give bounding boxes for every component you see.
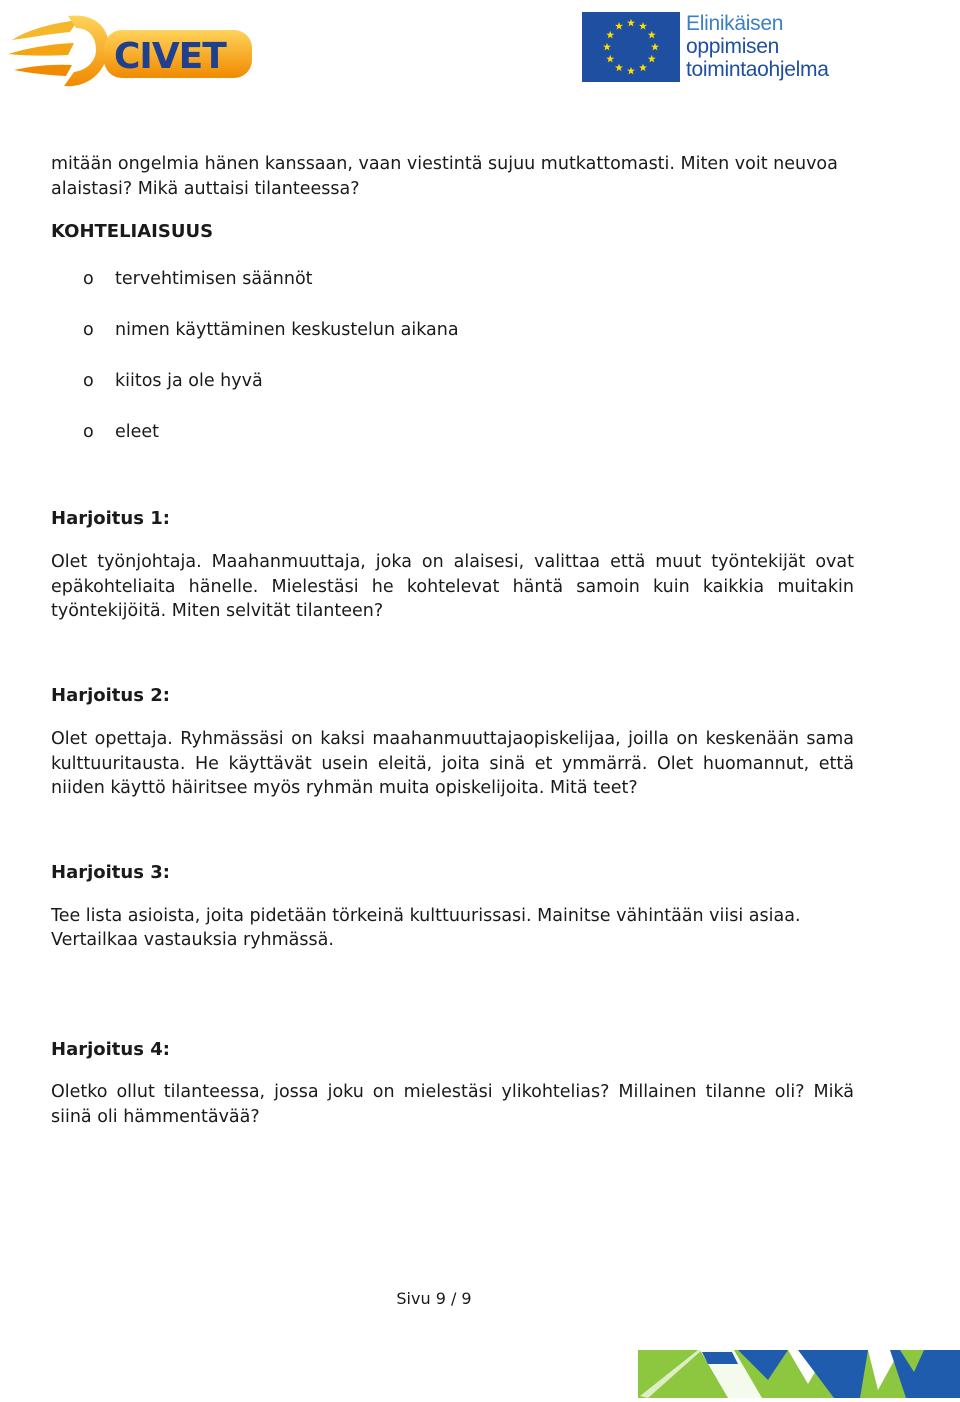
exercise-1-text: Olet työnjohtaja. Maahanmuuttaja, joka on alaisesi, valittaa että muut työntekijät ovat epäkohteliaita hänelle. Mielestäsi he kohtelevat häntä samoin kuin kaikkia muitakin työntekijöitä. Miten selvität tilanteen? [51,552,854,622]
bullet-item: eleet [115,422,160,442]
eu-program-line-2: oppimisen [686,35,780,58]
bullet-marker: o [83,320,94,340]
eu-program-logo [582,12,862,84]
bullet-marker: o [83,371,94,391]
exercise-3-title: Harjoitus 3: [51,862,170,883]
exercise-4-text: Oletko ollut tilanteessa, jossa joku on mielestäsi ylikohtelias? Millainen tilanne oli? Mikä siinä oli hämmentävää? [51,1082,854,1127]
exercise-2-title: Harjoitus 2: [51,685,170,706]
footer-decoration [638,1350,960,1398]
exercise-4-title: Harjoitus 4: [51,1039,170,1060]
bullet-item: tervehtimisen säännöt [115,269,313,289]
exercise-2-text: Olet opettaja. Ryhmässäsi on kaksi maahanmuuttajaopiskelijaa, joilla on keskenään sama kulttuuritausta. He käyttävät usein eleitä, joita sinä et ymmärrä. Olet huomannut, että niiden käyttö häiritsee myös ryhmän muita opiskelijoita. Mitä teet? [51,729,854,799]
civet-logo [8,10,253,92]
page-number: Sivu 9 / 9 [396,1289,472,1308]
bullet-item: nimen käyttäminen keskustelun aikana [115,320,459,340]
eu-program-line-1: Elinikäisen [686,12,784,35]
bullet-marker: o [83,269,94,289]
exercise-3-text-line-1: Tee lista asioista, joita pidetään törkeinä kulttuurissasi. Mainitse vähintään viisi asiaa. [51,906,801,926]
exercise-3-text-line-2: Vertailkaa vastauksia ryhmässä. [51,930,334,950]
civet-logo-text: CIVET [114,36,226,77]
intro-paragraph: mitään ongelmia hänen kanssaan, vaan viestintä sujuu mutkattomasti. Miten voit neuvoa alaistasi? Mikä auttaisi tilanteessa? [51,154,838,199]
exercise-1-title: Harjoitus 1: [51,508,170,529]
bullet-item: kiitos ja ole hyvä [115,371,263,391]
section-title: KOHTELIAISUUS [51,221,214,242]
eu-flag-icon [582,12,680,82]
bullet-marker: o [83,422,94,442]
eu-program-line-3: toimintaohjelma [686,58,829,81]
